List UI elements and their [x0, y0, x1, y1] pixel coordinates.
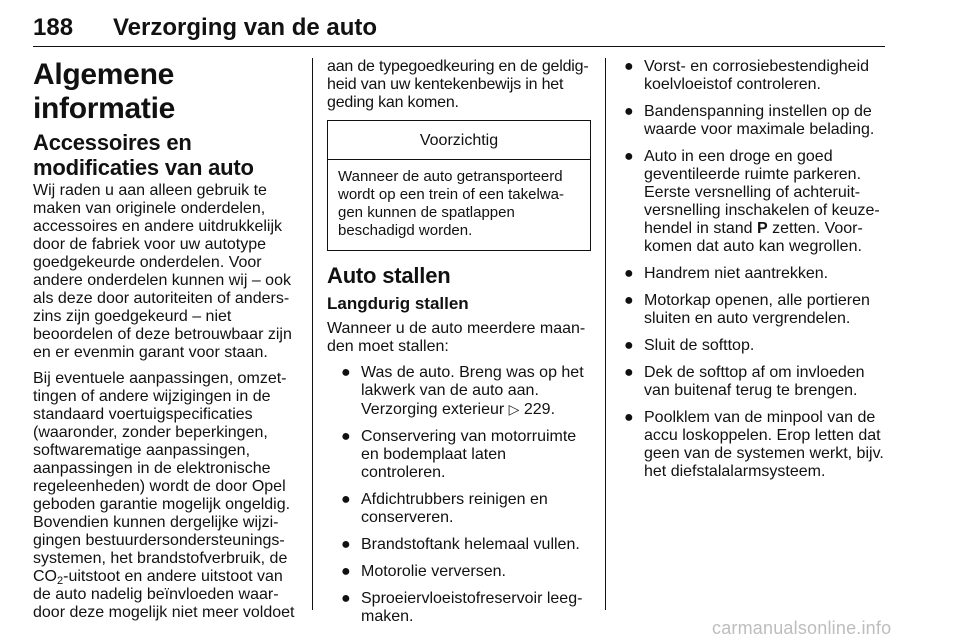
bullet-icon: ● — [624, 265, 634, 282]
list-item-text: Bandenspanning instellen op de waarde voor maximale belading. — [644, 103, 875, 138]
list-item-text: Sproeiervloeistofreservoir leegmaken. — [361, 590, 583, 625]
list-item — [620, 337, 888, 355]
column-divider-left — [312, 58, 313, 610]
caution-notice-body: Wanneer de auto getransporteerd wordt op een trein of een takelwagen kunnen de spatlappen beschadigd worden. — [338, 168, 564, 239]
list-item — [620, 148, 888, 256]
list-item-text: Afdichtrubbers reinigen en conserveren. — [361, 491, 548, 526]
list-item-text: Dek de softtop af om invloeden van buitenaf terug te brengen. — [644, 364, 865, 399]
bullet-icon: ● — [624, 409, 634, 426]
list-item-text: Handrem niet aantrekken. — [644, 265, 829, 282]
section-heading-auto-stallen: Auto stallen — [327, 263, 451, 288]
paragraph-modifications-text-end: -uitstoot en andere uitstoot van de auto nadelig beïnvloeden waardoor deze mogelijk niet meer voldoet — [33, 568, 295, 621]
bullet-icon: ● — [624, 148, 634, 165]
bullet-icon: ● — [624, 337, 634, 354]
list-item-text: Motorkap openen, alle portieren sluiten en auto vergrendelen. — [644, 292, 870, 327]
bullet-icon: ● — [341, 590, 351, 607]
column-divider-right — [605, 58, 606, 610]
sub-heading-accessoires: Accessoires en modificaties van auto — [33, 130, 254, 180]
storage-intro: Wanneer u de auto meerdere maanden moet stallen: — [327, 320, 586, 355]
subsection-heading-langdurig-stallen: Langdurig stallen — [327, 294, 469, 313]
caution-notice — [327, 120, 591, 251]
paragraph-modifications-text: Bij eventuele aanpassingen, omzettingen of andere wijzigingen in de standaard voertuigspecificaties (waaronder, zonder beperkingen, softwarematige aanpassingen, aanpassingen in de elektronische regeleenheden) wordt de door Opel geboden garantie mogelijk ongeldig. Bovendien kunnen dergelijke wijzigingen bestuurdersondersteuningssystemen, het brandstofverbruik, de CO — [33, 370, 291, 585]
list-item — [327, 590, 591, 626]
storage-list-part1 — [327, 364, 591, 626]
column-3 — [620, 58, 888, 490]
column-2 — [327, 58, 591, 635]
list-item-text: Conservering van motorruimte en bodemplaat laten controleren. — [361, 428, 577, 481]
list-item — [620, 409, 888, 481]
list-item-text: Sluit de softtop. — [644, 337, 755, 354]
storage-list-part2 — [620, 58, 888, 481]
caution-notice-title: Voorzichtig — [328, 121, 590, 160]
co2-subscript: 2 — [57, 575, 64, 587]
page-number: 188 — [33, 14, 74, 41]
chapter-title: Verzorging van de auto — [113, 14, 378, 41]
bullet-icon: ● — [624, 292, 634, 309]
page-reference-link[interactable]: 229. — [523, 401, 556, 418]
bullet-icon: ● — [341, 536, 351, 553]
list-item — [327, 428, 591, 482]
list-item-text: Was de auto. Breng was op het lakwerk van de auto aan. Verzorging exterieur — [361, 364, 584, 418]
bullet-icon: ● — [624, 58, 634, 75]
main-heading: Algemene informatie — [33, 58, 176, 125]
list-item-text-end: zetten. Voorkomen dat auto kan wegrollen. — [644, 220, 863, 255]
page-reference-icon: ▷ — [508, 401, 520, 417]
paragraph-modifications — [33, 370, 298, 622]
list-item — [620, 103, 888, 139]
list-item-text: Poolklem van de minpool van de accu loskoppelen. Erop letten dat geen van de systemen werkt, bijv. het diefstalalarmsysteem. — [644, 409, 884, 480]
bullet-icon: ● — [341, 563, 351, 580]
list-item-text: Vorst- en corrosiebestendigheid koelvloeistof controleren. — [644, 58, 870, 93]
paragraph-continuation: aan de typegoedkeuring en de geldigheid van uw kentekenbewijs in het geding kan komen. — [327, 58, 589, 111]
bullet-icon: ● — [624, 103, 634, 120]
list-item-text: Auto in een droge en goed geventileerde ruimte parkeren. Eerste versnelling of achteruitversnelling inschakelen of keuzehendel in stand — [644, 148, 880, 237]
bullet-icon: ● — [341, 364, 351, 381]
bullet-icon: ● — [624, 364, 634, 381]
list-item — [620, 292, 888, 328]
list-item — [327, 536, 591, 554]
list-item — [620, 58, 888, 94]
list-item — [620, 265, 888, 283]
list-item — [327, 563, 591, 581]
list-item-text: Motorolie verversen. — [361, 563, 506, 580]
bullet-icon: ● — [341, 428, 351, 445]
bullet-icon: ● — [341, 491, 351, 508]
page-header — [33, 8, 885, 47]
list-item — [327, 364, 591, 419]
column-1 — [33, 58, 298, 630]
paragraph-original-parts: Wij raden u aan alleen gebruik te maken van originele onderdelen, accessoires en andere uitdrukkelijk door de fabriek voor uw autotype goedgekeurde onderdelen. Voor andere onderdelen kunnen wij – ook als deze door autoriteiten of anderszins zijn goedgekeurd – niet beoordelen of deze betrouwbaar zijn en er evenmin garant voor staan. — [33, 182, 292, 361]
list-item-text: Brandstoftank helemaal vullen. — [361, 536, 580, 553]
list-item — [327, 491, 591, 527]
gear-position-p: P — [756, 220, 768, 237]
list-item — [620, 364, 888, 400]
watermark: carmanualsonline.info — [712, 618, 892, 638]
